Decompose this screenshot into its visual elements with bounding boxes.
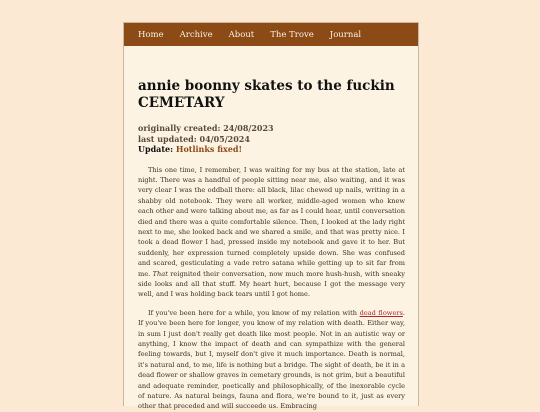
- update-label: Update:: [138, 144, 174, 154]
- updated-date: last updated: 04/05/2024: [138, 133, 250, 144]
- paragraph-2-part-a: If you've been here for a while, you know of my relation with: [148, 308, 358, 317]
- nav-journal-link[interactable]: Journal: [329, 29, 362, 40]
- nav-the-trove-link[interactable]: The Trove: [270, 29, 314, 40]
- dead-flowers-link[interactable]: dead flowers: [359, 308, 403, 317]
- nav-archive-link[interactable]: Archive: [179, 29, 213, 40]
- page-container: [123, 22, 419, 411]
- nav-home-link[interactable]: Home: [138, 29, 164, 40]
- created-date: originally created: 24/08/2023: [138, 123, 274, 133]
- paragraph-1-part-b: reignited their conversation, now much more hush-hush, with sneaky side looks and all that stuff. My heart hurt, because I got the message very well, and I was holding back tears until I got home.: [138, 269, 405, 299]
- paragraph-2: [138, 308, 405, 412]
- update-text: Hotlinks fixed!: [175, 144, 242, 154]
- post-content: [124, 46, 418, 412]
- nav-about-link[interactable]: About: [228, 29, 255, 40]
- post-title: annie boonny skates to the fuckin CEMETARY: [138, 78, 395, 111]
- top-nav: [124, 23, 418, 46]
- post-meta: [138, 123, 405, 155]
- paragraph-1-emphasis: That: [152, 269, 168, 278]
- paragraph-1: [138, 165, 405, 300]
- update-note: [138, 144, 405, 155]
- paragraph-2-part-b: . If you've been here for longer, you know of my relation with death. Either way, in sum I just don't really get death like most people. Not in an autistic way or anything, I know the impact of death and can sympathize with the general feeling towards, but I, myself don't give it much importance. Death is normal, it's natural and, to me, life is nothing but a bridge. The sight of death, be it in a dead flower or shallow graves in cemetary grounds, is not grim, but a beautiful and adequate reminder, poetically and philosophically, of the inexorable cycle of nature. As natural beings, fauna and flora, we're bound to it, just as every other that preceded and will succeede us. Embracing: [138, 308, 405, 411]
- paragraph-1-part-a: This one time, I remember, I was waiting for my bus at the station, late at night. There was a handful of people sitting near me, also waiting, and it was very clear I was the oddball there: all black, lilac chewed up nails, writing in a shabby old notebook. They were all worker, middle-aged women who knew each other and were talking about me, as far as I could hear, until conversation died and there was a quite comfortable silence. Then, I looked at the lady right next to me, she looked back and we shared a smile, and that was pretty nice. I took a dead flower I had, pressed inside my notebook and gave it to her. But suddenly, her expression turned completely upside down. She was confused and scared, gesticulating a vade retro satana while getting up to sit far from me.: [138, 165, 405, 278]
